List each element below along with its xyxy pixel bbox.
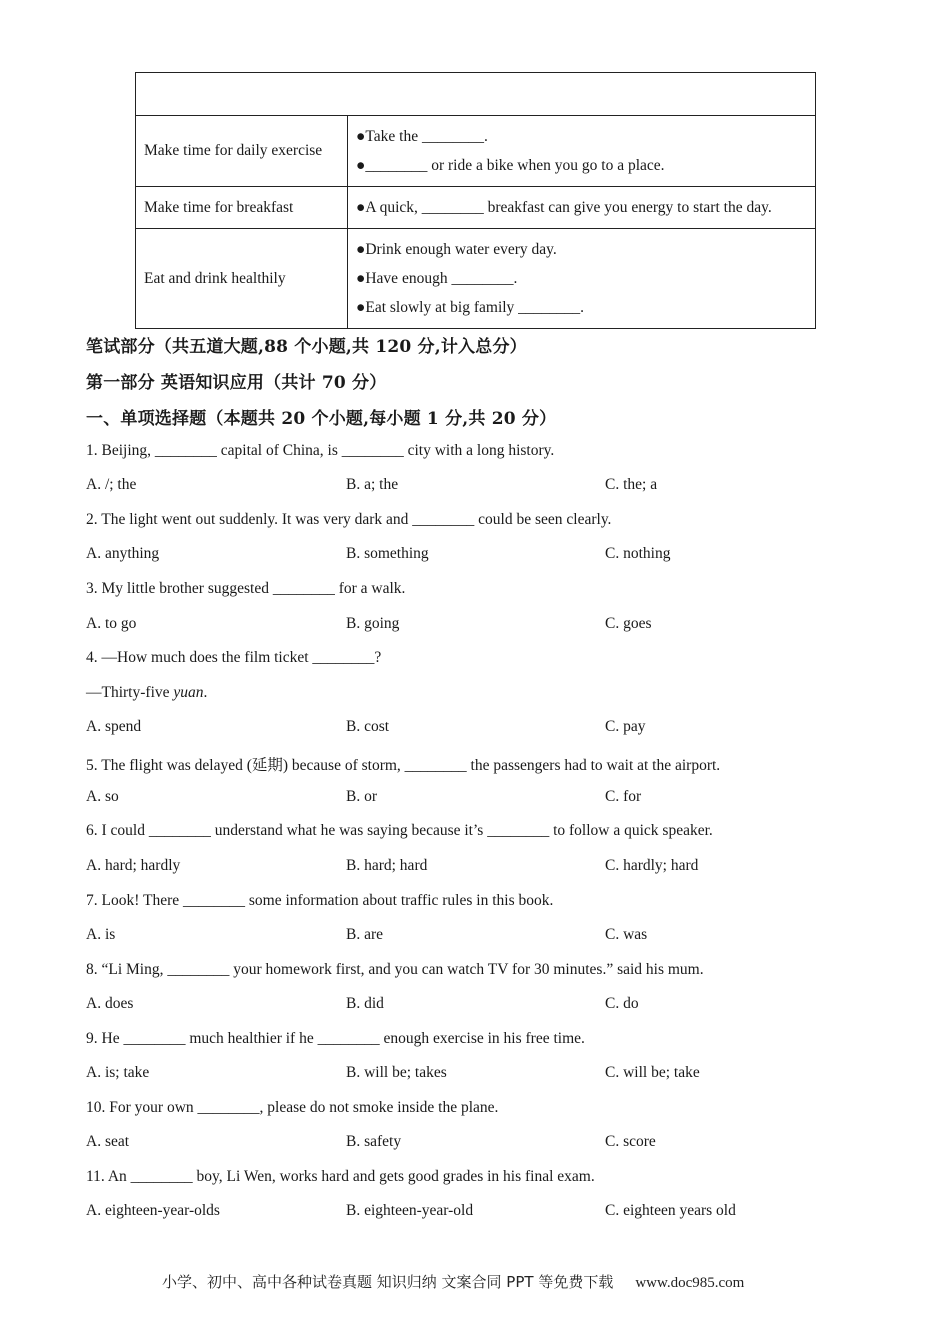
question-11-option-b[interactable]: B. eighteen-year-old <box>346 1202 474 1219</box>
table-topic-cell: Eat and drink healthily <box>136 229 348 329</box>
table-bullet: ●Drink enough water every day. <box>356 241 557 258</box>
table-bullets-cell <box>348 229 816 329</box>
table-row <box>136 187 816 229</box>
question-6-option-c[interactable]: C. hardly; hard <box>605 857 699 874</box>
healthy-habits-table <box>135 72 816 329</box>
question-5-stem: 5. The flight was delayed (延期) because of storm, ________ the passengers had to wait at the airport. <box>86 757 721 774</box>
table-topic-cell: Make time for breakfast <box>136 187 348 229</box>
question-5-option-a[interactable]: A. so <box>86 788 119 805</box>
question-3-option-c[interactable]: C. goes <box>605 615 652 632</box>
table-bullet: ●________ or ride a bike when you go to a place. <box>356 157 665 174</box>
question-9-option-b[interactable]: B. will be; takes <box>346 1064 447 1081</box>
table-row <box>136 116 816 187</box>
table-topic-cell: Make time for daily exercise <box>136 116 348 187</box>
question-4-reply-suffix: . <box>203 684 208 701</box>
question-8-option-b[interactable]: B. did <box>346 995 384 1012</box>
question-2-option-c[interactable]: C. nothing <box>605 545 671 562</box>
table-bullet: ●Eat slowly at big family ________. <box>356 299 585 316</box>
question-1-option-c[interactable]: C. the; a <box>605 476 658 493</box>
question-10-option-c[interactable]: C. score <box>605 1133 656 1150</box>
question-5-option-c[interactable]: C. for <box>605 788 642 805</box>
question-1-option-b[interactable]: B. a; the <box>346 476 399 493</box>
question-3-stem: 3. My little brother suggested ________ for a walk. <box>86 580 406 597</box>
question-6-option-a[interactable]: A. hard; hardly <box>86 857 181 874</box>
table-header-row <box>136 73 816 116</box>
table-row <box>136 229 816 329</box>
question-1-option-a[interactable]: A. /; the <box>86 476 137 493</box>
question-8-option-a[interactable]: A. does <box>86 995 134 1012</box>
page-footer <box>162 1271 744 1292</box>
question-2-stem: 2. The light went out suddenly. It was very dark and ________ could be seen clearly. <box>86 511 612 528</box>
question-6-option-b[interactable]: B. hard; hard <box>346 857 428 874</box>
question-7-option-c[interactable]: C. was <box>605 926 648 943</box>
question-10-option-a[interactable]: A. seat <box>86 1133 130 1150</box>
question-5-option-b[interactable]: B. or <box>346 788 377 805</box>
question-4-option-b[interactable]: B. cost <box>346 718 390 735</box>
question-1-stem: 1. Beijing, ________ capital of China, is ________ city with a long history. <box>86 442 555 459</box>
question-6-stem: 6. I could ________ understand what he was saying because it’s ________ to follow a quick speaker. <box>86 822 713 839</box>
footer-url-link[interactable]: www.doc985.com <box>635 1275 745 1291</box>
section-one-heading: 一、单项选择题（本题共 20 个小题,每小题 1 分,共 20 分） <box>86 409 557 429</box>
question-2-option-b[interactable]: B. something <box>346 545 429 562</box>
question-11-option-a[interactable]: A. eighteen-year-olds <box>86 1202 220 1219</box>
question-11-option-c[interactable]: C. eighteen years old <box>605 1202 736 1219</box>
question-8-stem: 8. “Li Ming, ________ your homework first, and you can watch TV for 30 minutes.” said his mum. <box>86 961 704 978</box>
question-3-option-a[interactable]: A. to go <box>86 615 137 632</box>
question-4-option-c[interactable]: C. pay <box>605 718 646 735</box>
question-10-option-b[interactable]: B. safety <box>346 1133 402 1150</box>
question-4-reply-prefix: —Thirty-five <box>86 684 174 701</box>
part-one-heading: 第一部分 英语知识应用（共计 70 分） <box>86 373 387 393</box>
footer-text: 小学、初中、高中各种试卷真题 知识归纳 文案合同 PPT 等免费下载 <box>162 1273 614 1291</box>
question-7-option-b[interactable]: B. are <box>346 926 384 943</box>
table-bullet: ●Have enough ________. <box>356 270 518 287</box>
question-7-option-a[interactable]: A. is <box>86 926 116 943</box>
question-4-reply <box>86 684 207 702</box>
question-4-reply-italic: yuan <box>173 684 204 701</box>
written-section-heading: 笔试部分（共五道大题,88 个小题,共 120 分,计入总分） <box>86 337 527 357</box>
question-3-option-b[interactable]: B. going <box>346 615 400 632</box>
question-7-stem: 7. Look! There ________ some information about traffic rules in this book. <box>86 892 554 909</box>
table-bullet: ●A quick, ________ breakfast can give you energy to start the day. <box>356 199 772 216</box>
question-2-option-a[interactable]: A. anything <box>86 545 160 562</box>
question-9-option-a[interactable]: A. is; take <box>86 1064 150 1081</box>
table-bullets-cell <box>348 187 816 229</box>
question-4-option-a[interactable]: A. spend <box>86 718 142 735</box>
table-bullet: ●Take the ________. <box>356 128 488 145</box>
question-10-stem: 10. For your own ________, please do not smoke inside the plane. <box>86 1099 499 1116</box>
question-8-option-c[interactable]: C. do <box>605 995 639 1012</box>
table-empty-header-cell <box>136 73 816 116</box>
table-bullets-cell <box>348 116 816 187</box>
question-11-stem: 11. An ________ boy, Li Wen, works hard and gets good grades in his final exam. <box>86 1168 595 1185</box>
question-4-stem: 4. —How much does the film ticket ________? <box>86 649 382 666</box>
question-9-option-c[interactable]: C. will be; take <box>605 1064 700 1081</box>
question-9-stem: 9. He ________ much healthier if he ________ enough exercise in his free time. <box>86 1030 585 1047</box>
